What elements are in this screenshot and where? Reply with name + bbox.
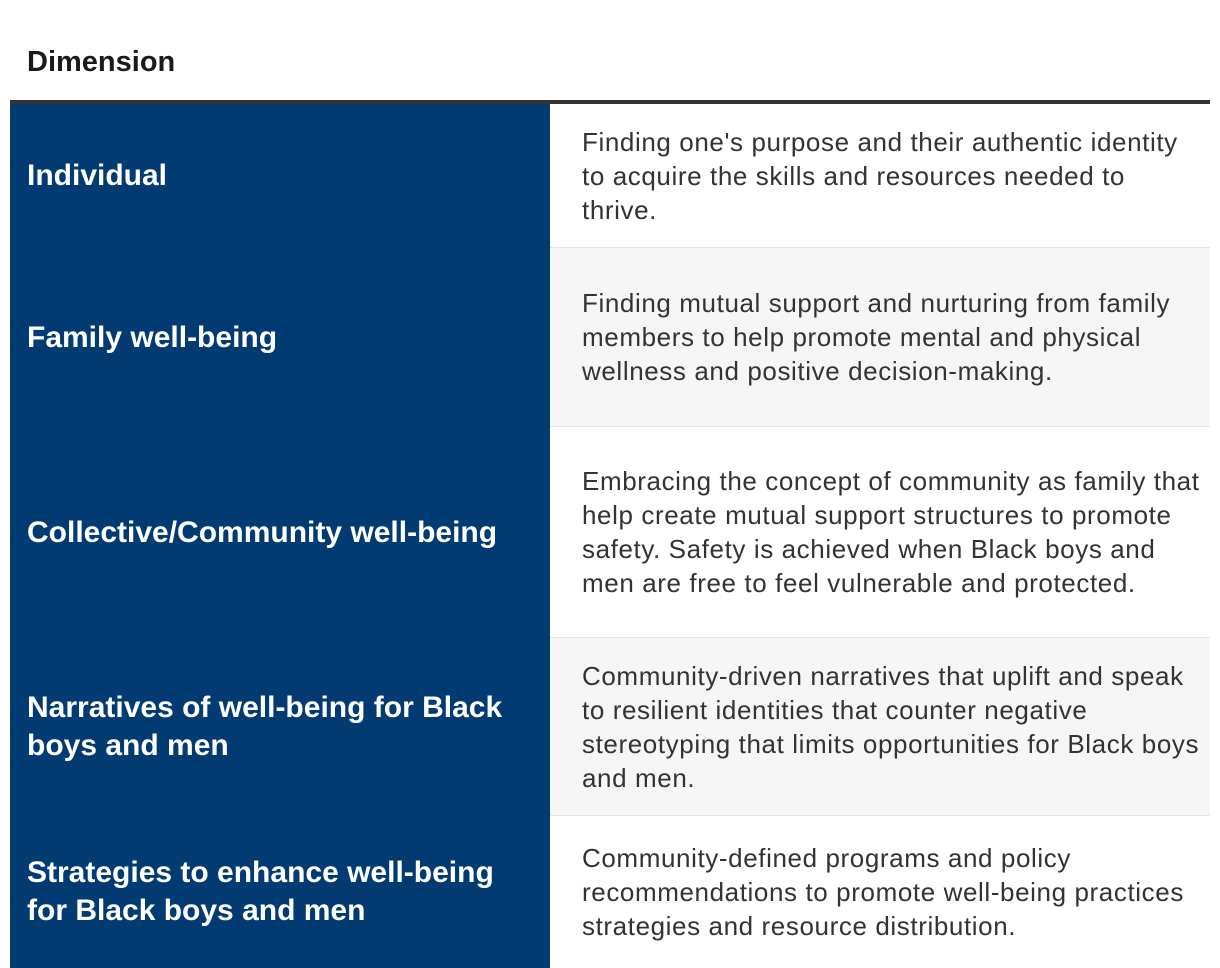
description-cell: Finding one's purpose and their authentic identity to acquire the skills and resources needed to thrive. [550,104,1210,248]
description-cell: Finding mutual support and nurturing from family members to help promote mental and physical wellness and positive decision-making. [550,248,1210,427]
table-header-row [10,0,1210,104]
dimension-cell: Family well-being [10,248,550,427]
table-row [10,638,1210,816]
description-cell: Community-driven narratives that uplift and speak to resilient identities that counter negative stereotyping that limits opportunities for Black boys and men. [550,638,1210,816]
dimension-cell: Individual [10,104,550,248]
table-row [10,816,1210,968]
well-being-table [10,0,1210,968]
dimension-cell: Strategies to enhance well-being for Black boys and men [10,816,550,968]
table-row [10,248,1210,427]
dimension-cell: Collective/Community well-being [10,427,550,638]
description-cell: Embracing the concept of community as family that help create mutual support structures to promote safety. Safety is achieved when Black boys and men are free to feel vulnerable and protected. [550,427,1210,638]
table-row [10,104,1210,248]
column-header-dimension: Dimension [27,46,176,78]
table-row [10,427,1210,638]
description-cell: Community-defined programs and policy recommendations to promote well-being practices strategies and resource distribution. [550,816,1210,968]
dimension-cell: Narratives of well-being for Black boys and men [10,638,550,816]
